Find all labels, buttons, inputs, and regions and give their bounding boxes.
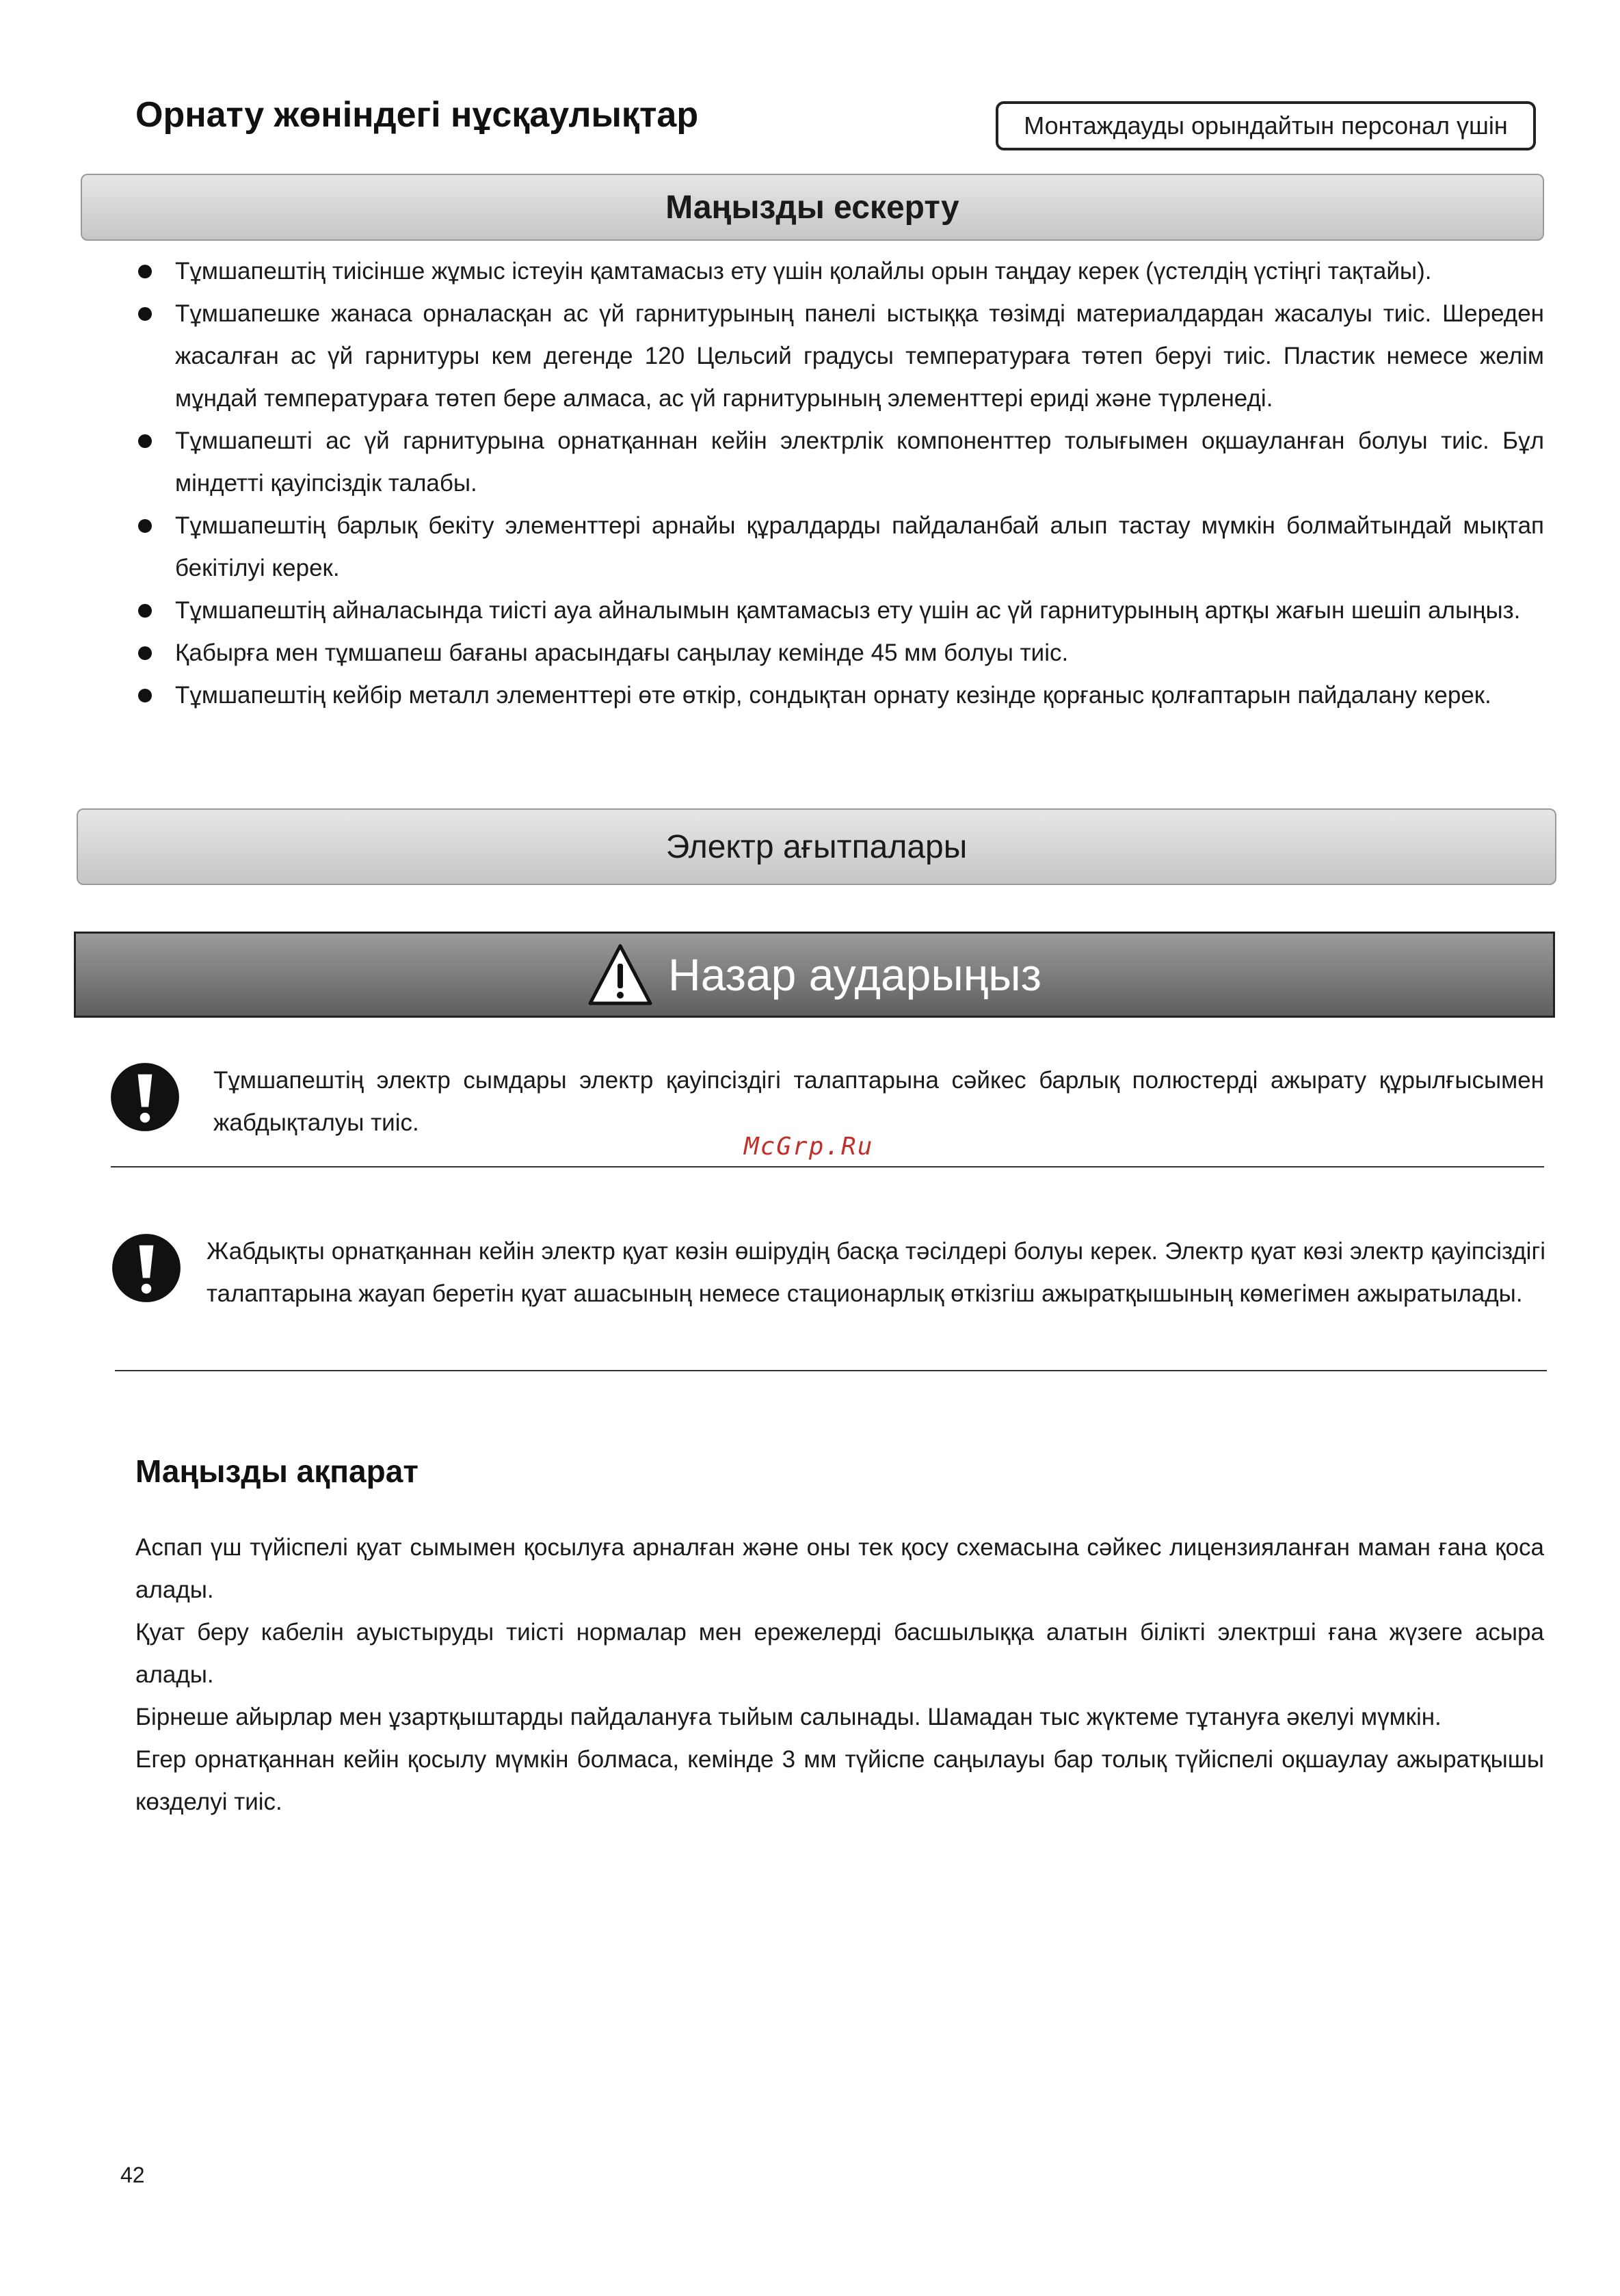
- list-item: Тұмшапештің тиісінше жұмыс істеуін қамтамасыз ету үшін қолайлы орын таңдау керек (үстелдің үстіңгі тақтайы).: [135, 250, 1544, 293]
- important-notice-list: [135, 250, 1544, 717]
- list-item: Тұмшапешті ас үй гарнитурына орнатқаннан кейін электрлік компоненттер толығымен оқшауланған болуы тиіс. Бұл міндетті қауіпсіздік талабы.: [135, 420, 1544, 505]
- exclamation-circle-icon: [111, 1232, 182, 1304]
- watermark: McGrp.Ru: [744, 1133, 874, 1161]
- warning-triangle-icon: [587, 943, 653, 1006]
- info-paragraph: Егер орнатқаннан кейін қосылу мүмкін болмаса, кемінде 3 мм түйіспе саңылауы бар толық түйіспелі оқшаулау ажыратқышы көзделуі тиіс.: [135, 1746, 1544, 1815]
- electrical-section-header: [77, 808, 1556, 885]
- audience-badge: Монтаждауды орындайтын персонал үшін: [996, 101, 1536, 150]
- electrical-note-1: Тұмшапештің электр сымдары электр қауіпсіздігі талаптарына сәйкес барлық полюстерді ажырату құрылғысымен жабдықталуы тиіс.: [213, 1067, 1544, 1136]
- important-info-heading: Маңызды ақпарат: [135, 1453, 419, 1489]
- divider: [115, 1370, 1547, 1371]
- exclamation-circle-icon: [109, 1061, 181, 1133]
- important-info-body: [135, 1527, 1544, 1823]
- attention-title: Назар аударыңыз: [668, 949, 1041, 1000]
- list-item: Тұмшапештің барлық бекіту элементтері арнайы құралдарды пайдаланбай алып тастау мүмкін болмайтындай мықтап бекітілуі керек.: [135, 505, 1544, 590]
- list-item: Тұмшапешке жанаса орналасқан ас үй гарнитурының панелі ыстыққа төзімді материалдардан жасалуы тиіс. Шереден жасалған ас үй гарнитуры кем дегенде 120 Цельсий градусы температураға төтеп беруі тиіс. Пластик немесе желім мұндай температураға төтеп бере алмаса, ас үй гарнитурының элементтері ериді және түрленеді.: [135, 293, 1544, 420]
- info-paragraph: Аспап үш түйіспелі қуат сымымен қосылуға арналған және оны тек қосу схемасына сәйкес лицензияланған маман ғана қоса алады.: [135, 1534, 1544, 1603]
- attention-banner: [74, 932, 1555, 1018]
- page-number: 42: [120, 2163, 145, 2187]
- important-notice-heading: Маңызды ескерту: [665, 189, 959, 226]
- list-item: Қабырға мен тұмшапеш бағаны арасындағы саңылау кемінде 45 мм болуы тиіс.: [135, 632, 1544, 674]
- list-item: Тұмшапештің айналасында тиісті ауа айналымын қамтамасыз ету үшін ас үй гарнитурының артқы жағын шешіп алыңыз.: [135, 590, 1544, 632]
- electrical-note-2: Жабдықты орнатқаннан кейін электр қуат көзін өшірудің басқа тәсілдері болуы керек. Электр қуат көзі электр қауіпсіздігі талаптарына жауап беретін қуат ашасының немесе стационарлық өткізгіш ажыратқышының көмегімен ажыратылады.: [207, 1238, 1545, 1307]
- info-paragraph: Бірнеше айырлар мен ұзартқыштарды пайдалануға тыйым салынады. Шамадан тыс жүктеме тұтануға әкелуі мүмкін.: [135, 1704, 1442, 1730]
- important-notice-header: [81, 174, 1544, 241]
- info-paragraph: Қуат беру кабелін ауыстыруды тиісті нормалар мен ережелерді басшылыққа алатын білікті электрші ғана жүзеге асыра алады.: [135, 1619, 1544, 1688]
- divider: [111, 1166, 1544, 1167]
- electrical-heading: Электр ағытпалары: [665, 828, 968, 865]
- page-title: Орнату жөніндегі нұсқаулықтар: [135, 95, 699, 135]
- list-item: Тұмшапештің кейбір металл элементтері өте өткір, сондықтан орнату кезінде қорғаныс қолғаптарын пайдалану керек.: [135, 674, 1544, 717]
